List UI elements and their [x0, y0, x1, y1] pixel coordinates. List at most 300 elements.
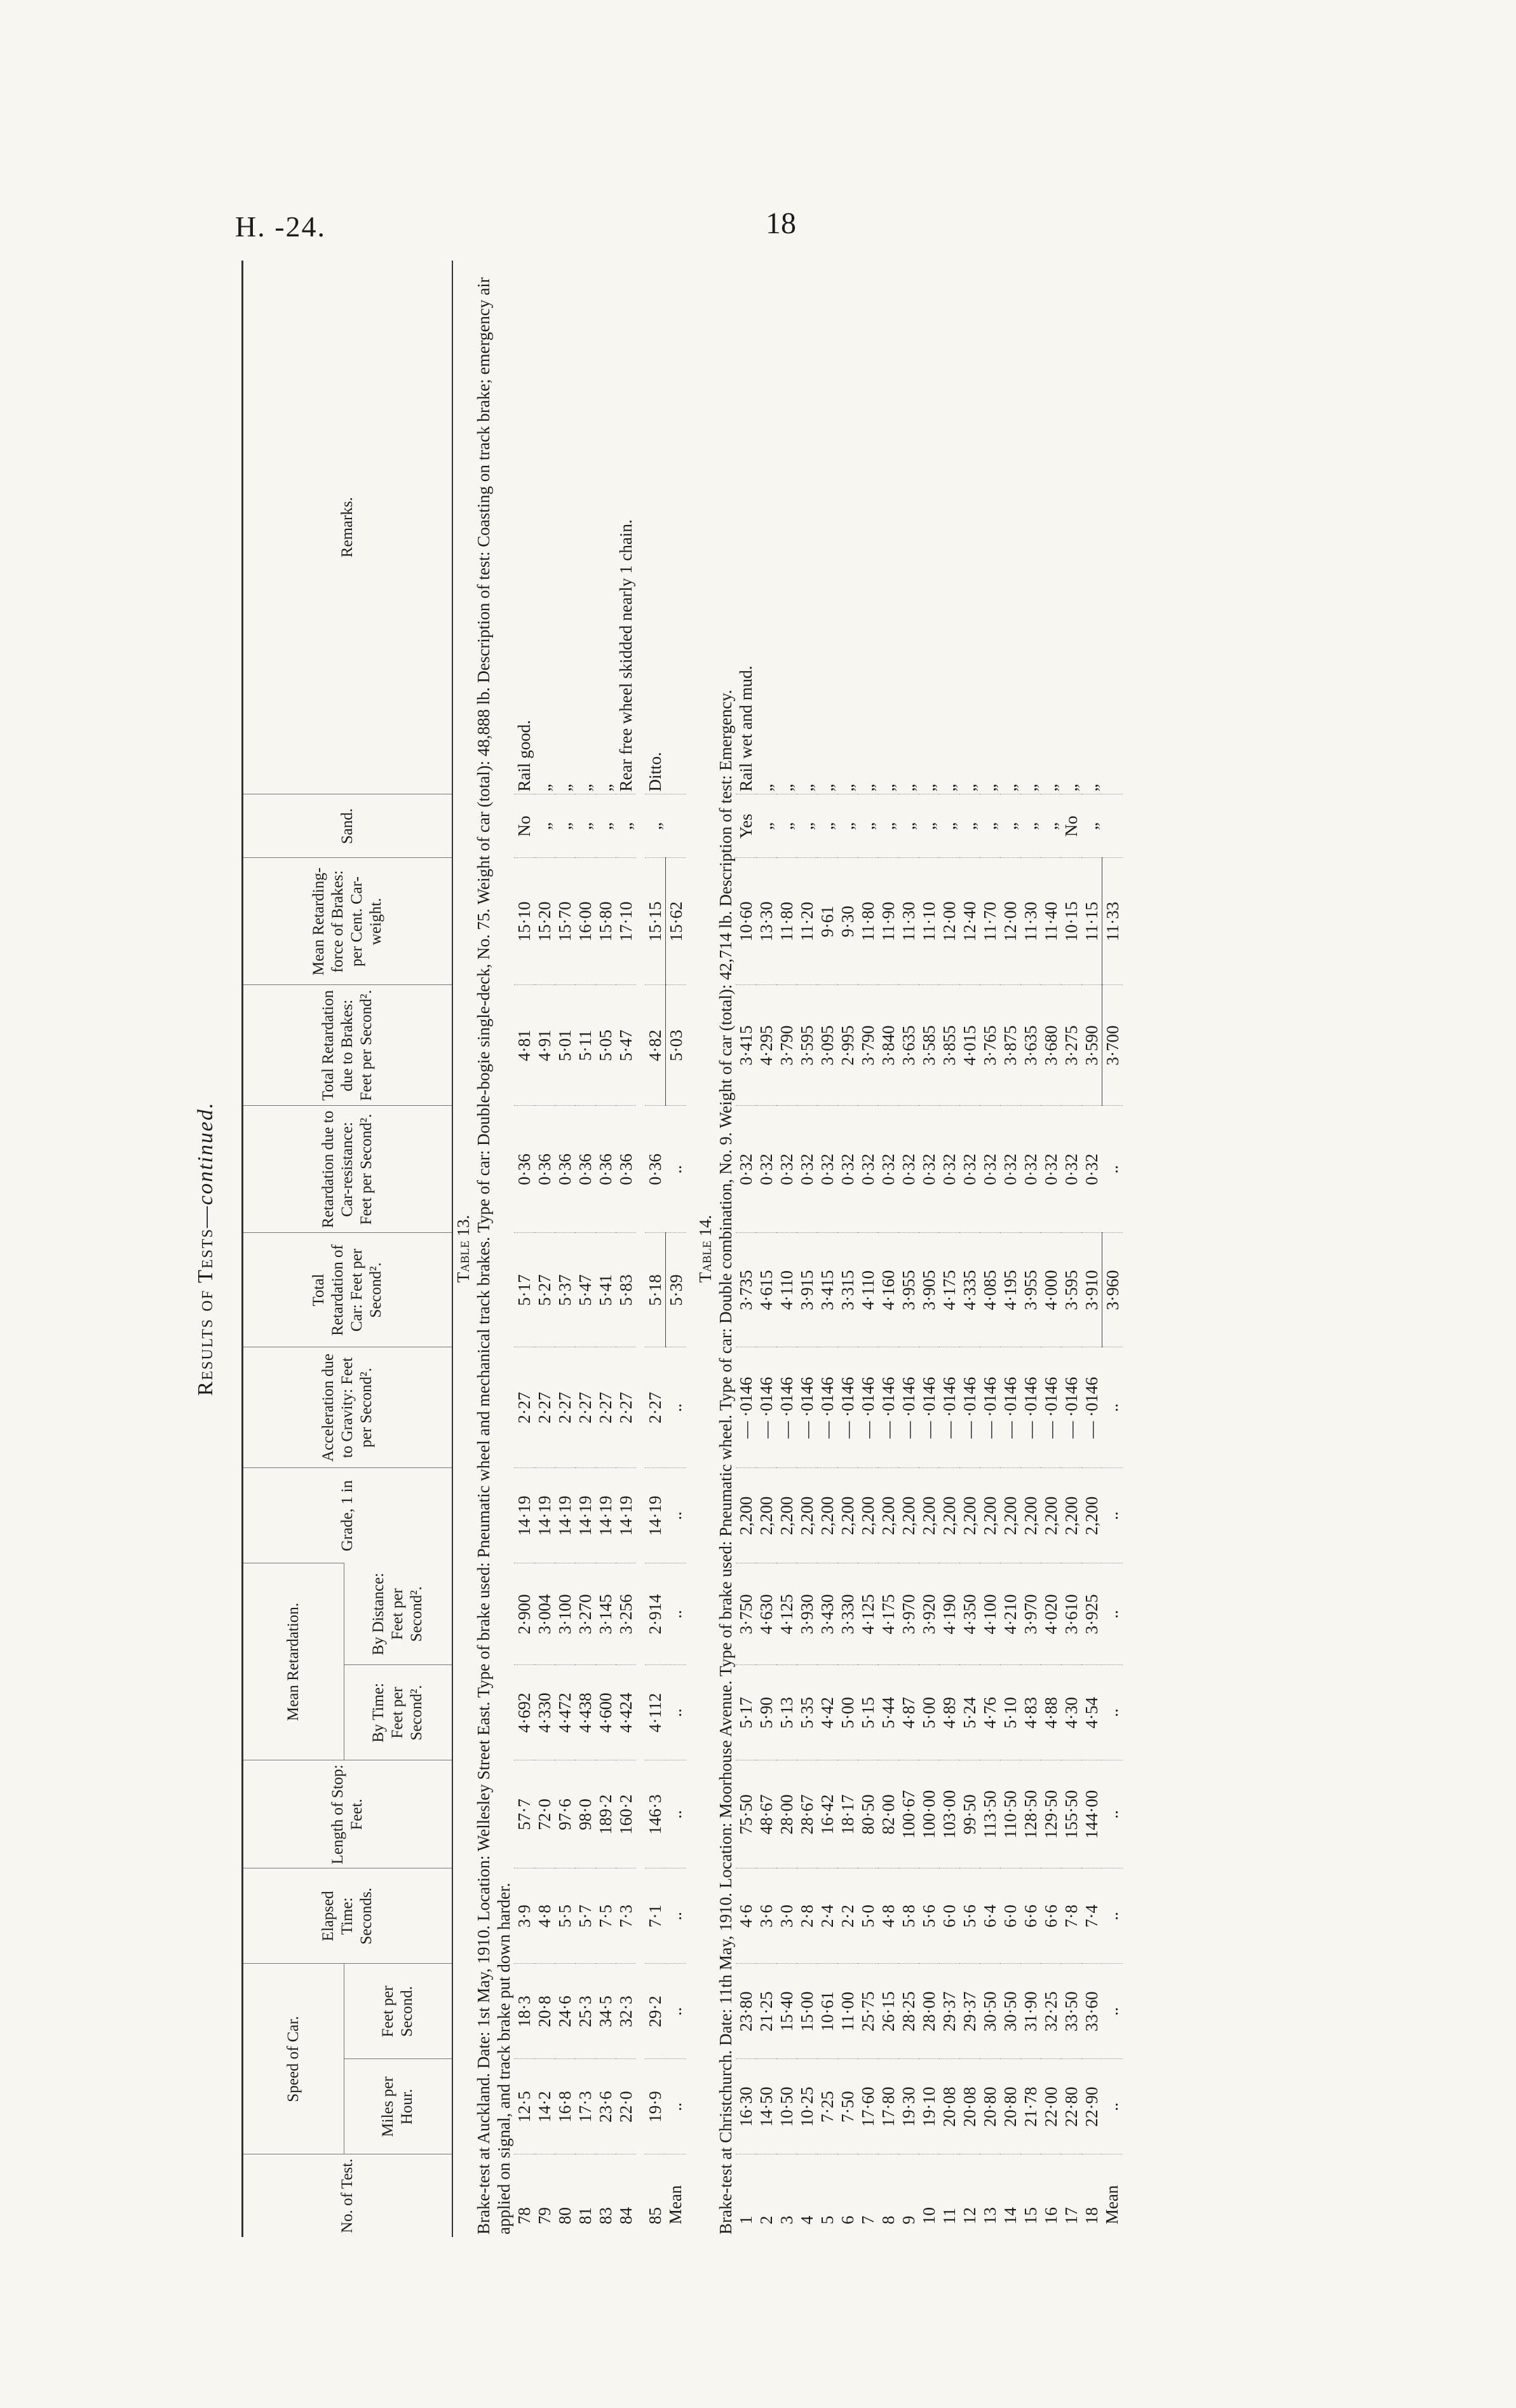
table-cell: 0·36 — [555, 1106, 575, 1233]
table-cell: 3·970 — [1020, 1563, 1041, 1665]
table-row — [939, 261, 959, 2237]
table-cell: 21·78 — [1020, 2059, 1041, 2154]
table-13-description: Brake-test at Auckland. Date: 1st May, 1910. Location: Wellesley Street East. Type of brake used: Pneumatic wheel and mechanical track brakes. Type of car: Double-bogie single-deck, No. 75. Weight of car (total): 48,888 lb. Description of test: Coasting on track brake; emergency air applied on signal, and track brake put down harder. — [473, 277, 513, 2235]
table-cell: 2·900 — [514, 1563, 534, 1665]
table-cell: 28·00 — [919, 1964, 939, 2059]
table-cell: 4·8 — [534, 1868, 555, 1964]
table-cell: „ — [939, 794, 959, 858]
table-cell: 23·6 — [595, 2059, 616, 2154]
table-cell: 0·36 — [645, 1106, 666, 1233]
table-cell: 144·00 — [1081, 1760, 1102, 1868]
table-cell: — ·0146 — [1041, 1347, 1061, 1468]
table-cell: 13·30 — [756, 858, 776, 985]
table-cell: 10·15 — [1061, 858, 1081, 985]
table-cell: 16 — [1041, 2154, 1061, 2237]
table-cell: „ — [1020, 794, 1041, 858]
table-cell: 29·37 — [939, 1964, 959, 2059]
table-cell: „ — [1000, 794, 1020, 858]
table-row — [1020, 261, 1041, 2237]
table-cell: 6·6 — [1020, 1868, 1041, 1964]
table-cell: 3·415 — [736, 985, 756, 1106]
table-cell: 3·585 — [919, 985, 939, 1106]
table-cell: 4·615 — [756, 1233, 776, 1347]
table-cell: 5·13 — [776, 1665, 797, 1760]
table-cell: „ — [534, 794, 555, 858]
table-cell: 113·50 — [980, 1760, 1000, 1868]
table-cell: 30·50 — [980, 1964, 1000, 2059]
table-row — [776, 261, 797, 2237]
table-cell: 0·36 — [575, 1106, 595, 1233]
table-cell: „ — [1020, 784, 1040, 792]
table-cell: 15·20 — [534, 858, 555, 985]
table-cell: 4·110 — [858, 1233, 878, 1347]
table-cell: 4·472 — [555, 1665, 575, 1760]
table-cell: 3·275 — [1061, 985, 1081, 1106]
col-speed-group: Speed of Car. — [243, 1964, 344, 2154]
table-cell: 19·10 — [919, 2059, 939, 2154]
table-cell: 3·875 — [1000, 985, 1020, 1106]
table-cell: 7 — [858, 2154, 878, 2237]
table-cell: „ — [959, 794, 980, 858]
col-elapsed: Elapsed Time: Seconds. — [243, 1868, 452, 1964]
table-cell: 29·37 — [959, 1964, 980, 2059]
table-cell: 5·5 — [555, 1868, 575, 1964]
table-cell: „ — [555, 784, 574, 792]
table-cell: 24·6 — [555, 1964, 575, 2059]
table-cell: 16·00 — [575, 858, 595, 985]
table-cell: 17 — [1061, 2154, 1081, 2237]
table-cell: 28·67 — [797, 1760, 817, 1868]
table-cell: 0·32 — [756, 1106, 776, 1233]
table-cell: .. — [1102, 1665, 1123, 1760]
table-cell: 3·790 — [858, 985, 878, 1106]
table-cell: 20·80 — [980, 2059, 1000, 2154]
table-cell: 32·25 — [1041, 1964, 1061, 2059]
col-mean-force: Mean Retarding-force of Brakes: per Cent. Car-weight. — [243, 858, 452, 985]
table-cell: 5·41 — [595, 1233, 616, 1347]
table-cell: 3·256 — [616, 1563, 636, 1665]
table-cell: 22·90 — [1081, 2059, 1102, 2154]
table-cell: 5·6 — [959, 1868, 980, 1964]
table-cell: 6·6 — [1041, 1868, 1061, 1964]
table-cell: 3·100 — [555, 1563, 575, 1665]
table-cell: 3·9 — [514, 1868, 534, 1964]
page-code: H. -24. — [235, 210, 327, 243]
table-cell: 4·210 — [1000, 1563, 1020, 1665]
table-cell: 0·32 — [817, 1106, 837, 1233]
table-cell: „ — [939, 784, 959, 792]
table-cell: 5·83 — [616, 1233, 636, 1347]
table-cell: 2·27 — [514, 1347, 534, 1468]
table-cell: .. — [1102, 1760, 1123, 1868]
table-cell: 12·00 — [1000, 858, 1020, 985]
table-cell: 5·17 — [514, 1233, 534, 1347]
col-ret-resistance: Retardation due to Car-resistance: Feet per Second². — [243, 1106, 452, 1233]
table-cell: 28·00 — [776, 1760, 797, 1868]
table-cell: 11·80 — [858, 858, 878, 985]
table-cell: 0·32 — [776, 1106, 797, 1233]
table-cell: .. — [1102, 1964, 1123, 2059]
table-cell: 3·915 — [797, 1233, 817, 1347]
table-cell: 33·50 — [1061, 1964, 1081, 2059]
table-cell: „ — [1081, 784, 1101, 792]
table-cell: 4·110 — [776, 1233, 797, 1347]
table-cell: 11·20 — [797, 858, 817, 985]
table-14-body — [695, 261, 1123, 2237]
table-cell: „ — [534, 784, 554, 792]
table-cell: 5·11 — [575, 985, 595, 1106]
table-cell: 2,200 — [817, 1468, 837, 1563]
table-cell: „ — [776, 784, 796, 792]
table-row — [555, 261, 575, 2237]
table-cell: — ·0146 — [878, 1347, 898, 1468]
table-cell: 4·330 — [534, 1665, 555, 1760]
table-cell: 18·17 — [837, 1760, 858, 1868]
table-cell: „ — [817, 784, 837, 792]
table-cell: „ — [1061, 784, 1081, 792]
table-cell: 17·3 — [575, 2059, 595, 2154]
table-cell: — ·0146 — [898, 1347, 919, 1468]
table-cell: 2·27 — [595, 1347, 616, 1468]
table-cell: 5·15 — [858, 1665, 878, 1760]
page-number: 18 — [766, 207, 796, 240]
table-cell: „ — [595, 784, 615, 792]
table-cell: 21·25 — [756, 1964, 776, 2059]
table-cell: .. — [665, 1347, 686, 1468]
table-cell: „ — [837, 794, 858, 858]
table-row — [736, 261, 756, 2237]
table-cell: 16·30 — [736, 2059, 756, 2154]
table-cell: 2,200 — [980, 1468, 1000, 1563]
table-cell: 110·50 — [1000, 1760, 1020, 1868]
table-cell: 4·83 — [1020, 1665, 1041, 1760]
table-cell: 20·8 — [534, 1964, 555, 2059]
table-cell: 14·19 — [555, 1468, 575, 1563]
table-cell: 33·60 — [1081, 1964, 1102, 2059]
table-cell: 80·50 — [858, 1760, 878, 1868]
table-cell: 4·175 — [939, 1233, 959, 1347]
table-cell: 14·19 — [534, 1468, 555, 1563]
table-cell: 57·7 — [514, 1760, 534, 1868]
table-cell: 2·27 — [534, 1347, 555, 1468]
table-cell: 3·610 — [1061, 1563, 1081, 1665]
table-cell: 5·39 — [665, 1233, 686, 1347]
table-cell: 2·27 — [616, 1347, 636, 1468]
table-cell: 3·925 — [1081, 1563, 1102, 1665]
table-cell: „ — [817, 794, 837, 858]
table-cell: 72·0 — [534, 1760, 555, 1868]
table-cell: „ — [898, 794, 919, 858]
table-cell: 0·32 — [980, 1106, 1000, 1233]
table-cell: 4·81 — [514, 985, 534, 1106]
table-cell: 129·50 — [1041, 1760, 1061, 1868]
col-total-ret: Total Retardation of Car: Feet per Second². — [243, 1233, 452, 1347]
table-cell: 16·42 — [817, 1760, 837, 1868]
table-cell: — ·0146 — [776, 1347, 797, 1468]
table-cell: 4·30 — [1061, 1665, 1081, 1760]
table-cell: 5·90 — [756, 1665, 776, 1760]
table-row — [534, 261, 555, 2237]
table-cell: 0·32 — [898, 1106, 919, 1233]
table-cell: 5·01 — [555, 985, 575, 1106]
table-cell: 3·590 — [1081, 985, 1102, 1106]
col-sand: Sand. — [243, 794, 452, 858]
table-cell: 3·905 — [919, 1233, 939, 1347]
table-cell: „ — [575, 784, 595, 792]
table-cell: 25·75 — [858, 1964, 878, 2059]
table-cell: 4·000 — [1041, 1233, 1061, 1347]
table-cell: Mean — [665, 2154, 686, 2237]
table-cell: 3·095 — [817, 985, 837, 1106]
table-cell: 3·930 — [797, 1563, 817, 1665]
table-cell: 11·00 — [837, 1964, 858, 2059]
table-cell: „ — [797, 784, 816, 792]
table-cell: 189·2 — [595, 1760, 616, 1868]
rotated-page — [194, 261, 1401, 2237]
table-cell: 4·175 — [878, 1563, 898, 1665]
table-cell: 0·32 — [919, 1106, 939, 1233]
table-cell: „ — [858, 784, 877, 792]
table-cell: 4·335 — [959, 1233, 980, 1347]
table-cell: 5·03 — [665, 985, 686, 1106]
table-cell: 5·44 — [878, 1665, 898, 1760]
table-row — [858, 261, 878, 2237]
table-cell: 81 — [575, 2154, 595, 2237]
table-cell: 4·89 — [939, 1665, 959, 1760]
table-cell: „ — [1000, 784, 1020, 792]
col-length: Length of Stop: Feet. — [243, 1760, 452, 1868]
table-cell: 4·125 — [776, 1563, 797, 1665]
table-cell: — ·0146 — [736, 1347, 756, 1468]
running-title: Results of Tests—continued. — [194, 1101, 217, 1396]
table-cell: 12 — [959, 2154, 980, 2237]
table-cell: 0·36 — [534, 1106, 555, 1233]
table-cell: 14·19 — [575, 1468, 595, 1563]
table-cell: 11 — [939, 2154, 959, 2237]
table-row — [756, 261, 776, 2237]
table-cell: 23·80 — [736, 1964, 756, 2059]
table-cell: 0·32 — [939, 1106, 959, 1233]
table-cell: 6 — [837, 2154, 858, 2237]
table-cell: 3·635 — [898, 985, 919, 1106]
table-cell: 3·970 — [898, 1563, 919, 1665]
table-cell: 17·80 — [878, 2059, 898, 2154]
table-cell: 11·15 — [1081, 858, 1102, 985]
table-cell: 128·50 — [1020, 1760, 1041, 1868]
table-cell: 7·50 — [837, 2059, 858, 2154]
table-cell: 0·36 — [595, 1106, 616, 1233]
table-cell: Mean — [1102, 2154, 1123, 2237]
table-cell: „ — [1041, 794, 1061, 858]
table-cell: 4·160 — [878, 1233, 898, 1347]
table-cell: 48·67 — [756, 1760, 776, 1868]
table-cell: — ·0146 — [919, 1347, 939, 1468]
table-row — [1081, 261, 1102, 2237]
table-cell: 6·0 — [939, 1868, 959, 1964]
table-cell: 7·3 — [616, 1868, 636, 1964]
table-cell: — ·0146 — [1061, 1347, 1081, 1468]
table-cell: 10·25 — [797, 2059, 817, 2154]
table-cell: 4·88 — [1041, 1665, 1061, 1760]
table-row — [1000, 261, 1020, 2237]
table-cell: 19·9 — [645, 2059, 666, 2154]
table-cell: 10·60 — [736, 858, 756, 985]
table-cell: 3·270 — [575, 1563, 595, 1665]
table-cell: 2,200 — [1020, 1468, 1041, 1563]
table-row — [980, 261, 1000, 2237]
table-cell: 20·08 — [939, 2059, 959, 2154]
table-row — [575, 261, 595, 2237]
table-cell: „ — [919, 794, 939, 858]
table-cell: .. — [665, 1868, 686, 1964]
table-cell: 2,200 — [1081, 1468, 1102, 1563]
table-cell: „ — [980, 784, 999, 792]
table-cell: — ·0146 — [756, 1347, 776, 1468]
table-cell — [1102, 794, 1123, 858]
table-cell: 6·0 — [1000, 1868, 1020, 1964]
table-cell: 3·430 — [817, 1563, 837, 1665]
table-cell: 3·700 — [1102, 985, 1123, 1106]
table-cell: 5·35 — [797, 1665, 817, 1760]
table-cell: 1 — [736, 2154, 756, 2237]
table-cell: 0·36 — [616, 1106, 636, 1233]
table-cell: 4·91 — [534, 985, 555, 1106]
table-cell: 3·145 — [595, 1563, 616, 1665]
table-cell: .. — [665, 1760, 686, 1868]
table-cell: — ·0146 — [837, 1347, 858, 1468]
table-cell: 7·25 — [817, 2059, 837, 2154]
table-cell: 4·42 — [817, 1665, 837, 1760]
table-cell: Rail wet and mud. — [736, 665, 755, 792]
table-cell: 17·10 — [616, 858, 636, 985]
table-cell: — ·0146 — [797, 1347, 817, 1468]
table-cell: .. — [1102, 2059, 1123, 2154]
table-cell: .. — [665, 1563, 686, 1665]
table-cell: .. — [1102, 1347, 1123, 1468]
table-cell: „ — [776, 794, 797, 858]
table-cell: 14·19 — [595, 1468, 616, 1563]
table-14-description: Brake-test at Christchurch. Date: 11th May, 1910. Location: Moorhouse Avenue. Type of brake used: Pneumatic wheel. Type of car: Double combination, No. 9. Weight of car (total): 42,714 lb. Description of test: Emergency. — [715, 690, 735, 2235]
col-mean-ret-group: Mean Retardation. — [243, 1563, 344, 1760]
table-cell: „ — [797, 794, 817, 858]
table-header — [243, 261, 452, 2237]
table-cell: 75·50 — [736, 1760, 756, 1868]
table-cell: 11·70 — [980, 858, 1000, 985]
table-row — [595, 261, 616, 2237]
table-cell: 5·6 — [919, 1868, 939, 1964]
table-cell: 22·0 — [616, 2059, 636, 2154]
col-speed-fps: Feet per Second. — [344, 1964, 452, 2059]
table-cell: 80 — [555, 2154, 575, 2237]
table-cell: 7·5 — [595, 1868, 616, 1964]
table-cell: 2,200 — [878, 1468, 898, 1563]
table-cell: 103·00 — [939, 1760, 959, 1868]
table-cell: .. — [1102, 1468, 1123, 1563]
table-cell: 11·30 — [898, 858, 919, 985]
table-cell: 5·0 — [858, 1868, 878, 1964]
table-cell: 3·595 — [1061, 1233, 1081, 1347]
table-cell: — ·0146 — [980, 1347, 1000, 1468]
table-cell: 3·330 — [837, 1563, 858, 1665]
table-cell: 14·50 — [756, 2059, 776, 2154]
table-cell: 3·765 — [980, 985, 1000, 1106]
col-speed-mph: Miles per Hour. — [344, 2059, 452, 2154]
col-grade: Grade, 1 in — [243, 1468, 452, 1563]
table-cell: 4·020 — [1041, 1563, 1061, 1665]
table-cell: 2,200 — [1000, 1468, 1020, 1563]
table-cell: 85 — [645, 2154, 666, 2237]
table-cell — [665, 794, 686, 858]
table-cell: 3·750 — [736, 1563, 756, 1665]
table-cell: 2,200 — [858, 1468, 878, 1563]
table-cell: 15·62 — [665, 858, 686, 985]
table-cell: 3·840 — [878, 985, 898, 1106]
table-row — [837, 261, 858, 2237]
table-cell: 2,200 — [898, 1468, 919, 1563]
table-cell: — ·0146 — [1000, 1347, 1020, 1468]
table-cell — [665, 261, 686, 794]
table-cell: — ·0146 — [939, 1347, 959, 1468]
table-row — [878, 261, 898, 2237]
table-cell: .. — [1102, 1563, 1123, 1665]
table-cell: 11·80 — [776, 858, 797, 985]
table-cell: 4·8 — [878, 1868, 898, 1964]
table-cell: 22·00 — [1041, 2059, 1061, 2154]
table-cell — [1102, 261, 1123, 794]
table-cell: 15·15 — [645, 858, 666, 985]
table-cell: 4·295 — [756, 985, 776, 1106]
table-cell: 98·0 — [575, 1760, 595, 1868]
table-cell: 2·27 — [555, 1347, 575, 1468]
table-cell: 9·30 — [837, 858, 858, 985]
table-cell: 4·630 — [756, 1563, 776, 1665]
table-cell: 5·47 — [575, 1233, 595, 1347]
table-cell: 5·00 — [837, 1665, 858, 1760]
table-cell: 0·32 — [858, 1106, 878, 1233]
table-cell: 100·67 — [898, 1760, 919, 1868]
table-cell: 18 — [1081, 2154, 1102, 2237]
table-cell: 14·2 — [534, 2059, 555, 2154]
table-cell: 146·3 — [645, 1760, 666, 1868]
table-cell: 32·3 — [616, 1964, 636, 2059]
table-cell: 5·00 — [919, 1665, 939, 1760]
table-cell: 34·5 — [595, 1964, 616, 2059]
table-cell: 10·61 — [817, 1964, 837, 2059]
table-cell: 16·8 — [555, 2059, 575, 2154]
results-table — [241, 261, 1123, 2237]
table-cell: 2·27 — [645, 1347, 666, 1468]
table-cell: „ — [980, 794, 1000, 858]
table-cell: Ditto. — [645, 752, 665, 792]
table-cell: 3·855 — [939, 985, 959, 1106]
table-cell: 11·33 — [1102, 858, 1123, 985]
table-cell: 19·30 — [898, 2059, 919, 2154]
spacer-row — [686, 261, 695, 2237]
table-cell: 83 — [595, 2154, 616, 2237]
table-cell: 3·790 — [776, 985, 797, 1106]
table-cell: 30·50 — [1000, 1964, 1020, 2059]
table-cell: No — [514, 794, 534, 858]
table-cell: 4·6 — [736, 1868, 756, 1964]
table-row — [1041, 261, 1061, 2237]
table-cell: 7·1 — [645, 1868, 666, 1964]
table-cell: „ — [595, 794, 616, 858]
table-cell: 20·08 — [959, 2059, 980, 2154]
table-cell: 5·47 — [616, 985, 636, 1106]
table-cell: 12·40 — [959, 858, 980, 985]
table-cell: .. — [1102, 1106, 1123, 1233]
table-cell: 160·2 — [616, 1760, 636, 1868]
